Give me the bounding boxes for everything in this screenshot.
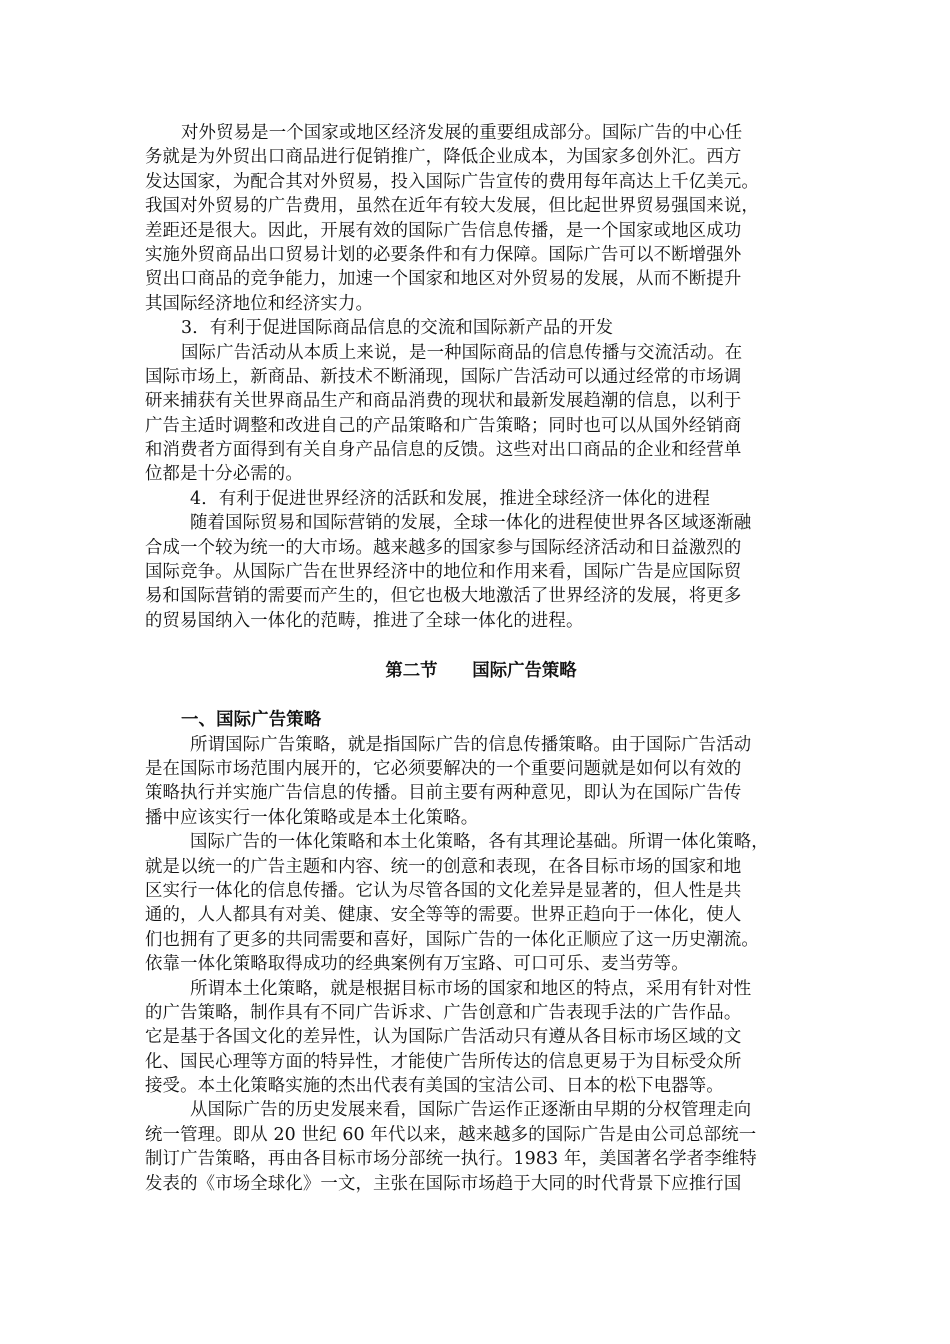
text-line: 依靠一体化策略取得成功的经典案例有万宝路、可口可乐、麦当劳等。 [145, 954, 689, 975]
text-line: 们也拥有了更多的共同需要和喜好，国际广告的一体化正顺应了这一历史潮流。 [145, 929, 759, 950]
paragraph-information-exchange [145, 341, 817, 487]
text-line: 播中应该实行一体化策略或是本土化策略。 [145, 807, 479, 828]
text-line: 区实行一体化的信息传播。它认为尽管各国的文化差异是显著的，但人性是共 [145, 880, 742, 901]
text-line: 接受。本土化策略实施的杰出代表有美国的宝洁公司、日本的松下电器等。 [145, 1076, 724, 1097]
paragraph-integration-strategy [145, 830, 817, 976]
text-line: 务就是为外贸出口商品进行促销推广，降低企业成本，为国家多创外汇。西方 [145, 147, 742, 168]
text-line: 对外贸易是一个国家或地区经济发展的重要组成部分。国际广告的中心任 [181, 123, 743, 143]
subsection-title: 一、国际广告策略 [181, 710, 322, 731]
text-line: 它是基于各国文化的差异性，认为国际广告活动只有遵从各目标市场区域的文 [145, 1027, 742, 1048]
paragraph-localization-strategy [145, 977, 817, 1099]
text-line: 广告主适时调整和改进自己的产品策略和广告策略；同时也可以从国外经销商 [145, 415, 742, 436]
point-4-heading: 4．有利于促进世界经济的活跃和发展，推进全球经济一体化的进程 [190, 488, 710, 509]
text-line: 我国对外贸易的广告费用，虽然在近年有较大发展，但比起世界贸易强国来说， [145, 196, 759, 217]
paragraph-historical-development [145, 1098, 817, 1196]
text-line: 贸出口商品的竞争能力，加速一个国家和地区对外贸易的发展，从而不断提升 [145, 269, 742, 290]
spacer [145, 683, 817, 708]
text-line: 随着国际贸易和国际营销的发展，全球一体化的进程使世界各区域逐渐融 [190, 513, 752, 534]
spacer [145, 633, 817, 659]
paragraph-strategy-definition [145, 733, 817, 831]
point-3-heading: 3．有利于促进国际商品信息的交流和国际新产品的开发 [181, 318, 614, 339]
paragraph-foreign-trade [145, 121, 817, 316]
text-line: 实施外贸商品出口贸易计划的必要条件和有力保障。国际广告可以不断增强外 [145, 244, 742, 265]
text-line: 差距还是很大。因此，开展有效的国际广告信息传播，是一个国家或地区成功 [145, 220, 742, 241]
text-line: 发表的《市场全球化》一文，主张在国际市场趋于大同的时代背景下应推行国 [145, 1173, 742, 1194]
text-line: 化、国民心理等方面的特异性，才能使广告所传达的信息更易于为目标受众所 [145, 1051, 742, 1072]
text-line: 位都是十分必需的。 [145, 464, 303, 485]
text-line: 合成一个较为统一的大市场。越来越多的国家参与国际经济活动和日益激烈的 [145, 537, 742, 558]
text-line: 策略执行并实施广告信息的传播。目前主要有两种意见，即认为在国际广告传 [145, 783, 742, 804]
text-line: 的广告策略，制作具有不同广告诉求、广告创意和广告表现手法的广告作品。 [145, 1002, 742, 1023]
text-line: 国际竞争。从国际广告在世界经济中的地位和作用来看，国际广告是应国际贸 [145, 562, 742, 583]
text-line: 国际市场上，新商品、新技术不断涌现，国际广告活动可以通过经常的市场调 [145, 366, 742, 387]
section-title: 第二节 国际广告策略 [385, 661, 577, 682]
text-line: 国际广告活动从本质上来说，是一种国际商品的信息传播与交流活动。在 [181, 342, 743, 363]
text-line: 通的，人人都具有对美、健康、安全等等的需要。世界正趋向于一体化，使人 [145, 905, 742, 926]
text-line: 和消费者方面得到有关自身产品信息的反馈。这些对出口商品的企业和经营单 [145, 440, 742, 461]
text-line: 研来捕获有关世界商品生产和商品消费的现状和最新发展趋潮的信息，以利于 [145, 391, 742, 412]
text-line: 易和国际营销的需要而产生的，但它也极大地激活了世界经济的发展，将更多 [145, 586, 742, 607]
text-line: 所谓本土化策略，就是根据目标市场的国家和地区的特点，采用有针对性 [190, 978, 752, 999]
text-line: 所谓国际广告策略，就是指国际广告的信息传播策略。由于国际广告活动 [190, 734, 752, 755]
text-line: 国际广告的一体化策略和本土化策略，各有其理论基础。所谓一体化策略， [190, 832, 769, 853]
paragraph-globalization [145, 511, 817, 633]
text-line: 制订广告策略，再由各目标市场分部统一执行。1983 年，美国著名学者李维特 [145, 1149, 757, 1170]
text-line: 从国际广告的历史发展来看，国际广告运作正逐渐由早期的分权管理走向 [190, 1100, 752, 1121]
text-line: 统一管理。即从 20 世纪 60 年代以来，越来越多的国际广告是由公司总部统一 [145, 1124, 757, 1145]
text-line: 是在国际市场范围内展开的，它必须要解决的一个重要问题就是如何以有效的 [145, 758, 742, 779]
text-line: 其国际经济地位和经济实力。 [145, 293, 374, 314]
text-line: 发达国家，为配合其对外贸易，投入国际广告宣传的费用每年高达上千亿美元。 [145, 171, 759, 192]
text-line: 的贸易国纳入一体化的范畴，推进了全球一体化的进程。 [145, 610, 584, 631]
document-page [145, 121, 817, 1196]
text-line: 就是以统一的广告主题和内容、统一的创意和表现，在各目标市场的国家和地 [145, 856, 742, 877]
